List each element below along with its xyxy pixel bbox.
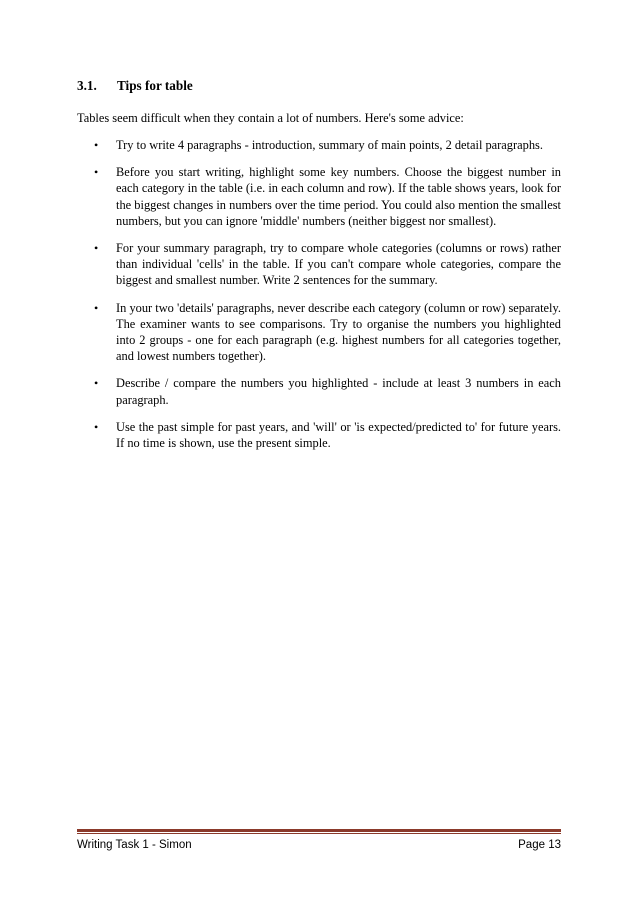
list-item-text: Use the past simple for past years, and 'will' or 'is expected/predicted to' for future years. If no time is shown, use the present simple. bbox=[116, 419, 561, 451]
bullet-icon: • bbox=[94, 241, 99, 256]
list-item bbox=[77, 300, 561, 365]
list-item-text: Before you start writing, highlight some key numbers. Choose the biggest number in each category in the table (i.e. in each column and row). If the table shows years, look for the biggest changes in numbers over the time period. You could also mention the smallest numbers, but you can ignore 'middle' numbers (neither biggest nor smallest). bbox=[116, 165, 561, 228]
list-item-text: For your summary paragraph, try to compare whole categories (columns or rows) rather than individual 'cells' in the table. If you can't compare whole categories, compare the biggest and smallest number. Write 2 sentences for the summary. bbox=[116, 241, 561, 288]
list-item bbox=[77, 375, 561, 407]
list-item bbox=[77, 419, 561, 451]
bullet-icon: • bbox=[94, 138, 99, 152]
tips-list bbox=[77, 137, 561, 462]
footer-divider-thin bbox=[77, 833, 561, 834]
intro-paragraph: Tables seem difficult when they contain a lot of numbers. Here's some advice: bbox=[77, 111, 464, 125]
section-title: Tips for table bbox=[117, 78, 193, 93]
bullet-icon: • bbox=[94, 419, 99, 434]
list-item-text: Try to write 4 paragraphs - introduction, summary of main points, 2 detail paragraphs. bbox=[116, 138, 543, 152]
bullet-icon: • bbox=[94, 300, 99, 315]
footer-divider bbox=[77, 829, 561, 832]
bullet-icon: • bbox=[94, 165, 99, 180]
footer-title: Writing Task 1 - Simon bbox=[77, 839, 192, 851]
section-number: 3.1. bbox=[77, 78, 97, 93]
bullet-icon: • bbox=[94, 376, 99, 391]
list-item bbox=[77, 240, 561, 289]
list-item bbox=[77, 137, 561, 153]
section-heading bbox=[77, 78, 193, 94]
page-number: Page 13 bbox=[518, 839, 561, 851]
list-item-text: In your two 'details' paragraphs, never describe each category (column or row) separately. The examiner wants to see comparisons. Try to organise the numbers you highlighted into 2 groups - one for each paragraph (e.g. highest numbers for all categories together, and lowest numbers together). bbox=[116, 300, 561, 364]
list-item-text: Describe / compare the numbers you highlighted - include at least 3 numbers in each paragraph. bbox=[116, 376, 561, 407]
list-item bbox=[77, 164, 561, 229]
